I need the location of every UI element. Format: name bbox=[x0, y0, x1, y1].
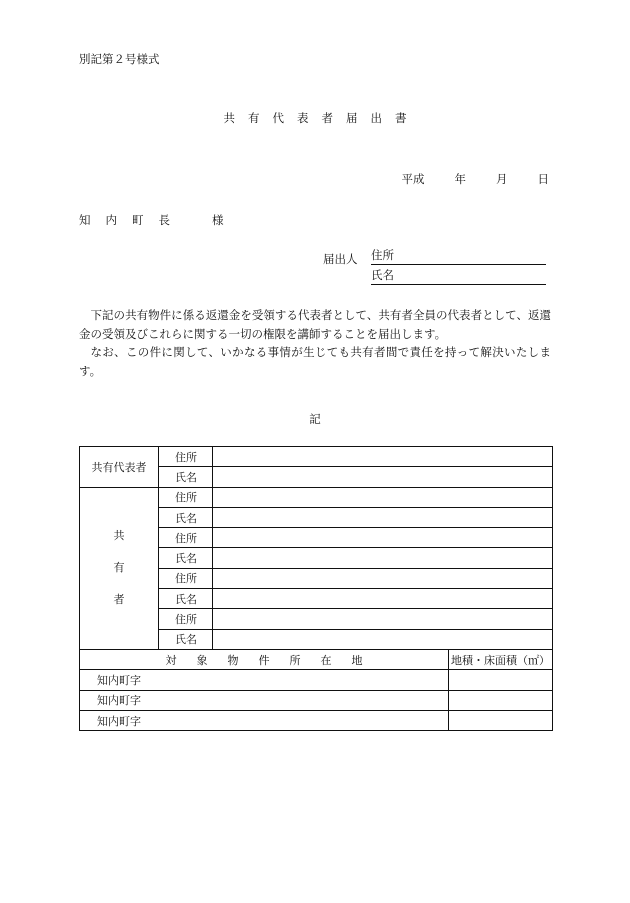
body-paragraph: 下記の共有物件に係る返還金を受領する代表者として、共有者全員の代表者として、返還金の受領及びこれらに関する一切の権限を講師することを届出します。 bbox=[79, 308, 551, 341]
date-month: 月 bbox=[496, 172, 508, 186]
table-row bbox=[80, 670, 553, 690]
addressee bbox=[79, 212, 224, 228]
table-row bbox=[80, 649, 553, 669]
document-title: 共有代表者届出書 bbox=[223, 111, 420, 125]
representative-name-input[interactable] bbox=[213, 467, 553, 487]
co-owner-address-input[interactable] bbox=[213, 487, 553, 507]
name-label: 氏名 bbox=[159, 629, 213, 649]
table-row bbox=[80, 710, 553, 730]
co-owner-char: 共 bbox=[113, 529, 125, 543]
co-owner-address-input[interactable] bbox=[213, 528, 553, 548]
notifier-label: 届出人 bbox=[323, 252, 358, 266]
co-owner-name-input[interactable] bbox=[213, 589, 553, 609]
notifier-address-field[interactable] bbox=[371, 249, 546, 265]
address-label: 住所 bbox=[159, 487, 213, 507]
name-label: 氏名 bbox=[159, 467, 213, 487]
co-owner-table bbox=[79, 446, 553, 731]
addressee-name: 知内町長 bbox=[79, 213, 185, 227]
co-owner-name-input[interactable] bbox=[213, 548, 553, 568]
addressee-honorific: 様 bbox=[212, 213, 224, 227]
representative-label: 共有代表者 bbox=[80, 447, 159, 488]
co-owner-char: 者 bbox=[113, 593, 125, 607]
ki-heading: 記 bbox=[309, 412, 321, 426]
co-owner-label bbox=[80, 487, 159, 649]
co-owner-name-input[interactable] bbox=[213, 629, 553, 649]
name-label: 氏名 bbox=[159, 548, 213, 568]
date-line bbox=[402, 171, 550, 187]
form-number: 別記第２号様式 bbox=[79, 52, 160, 66]
area-cell[interactable] bbox=[449, 670, 553, 690]
notifier-name-label: 氏名 bbox=[371, 268, 394, 282]
co-owner-char: 有 bbox=[113, 561, 125, 575]
co-owner-name-input[interactable] bbox=[213, 507, 553, 527]
name-label: 氏名 bbox=[159, 589, 213, 609]
notifier-name-field[interactable] bbox=[371, 269, 546, 285]
area-cell[interactable] bbox=[449, 710, 553, 730]
date-era: 平成 bbox=[401, 172, 425, 186]
name-label: 氏名 bbox=[159, 507, 213, 527]
area-header: 地積・床面積（㎡） bbox=[449, 649, 553, 669]
co-owner-address-input[interactable] bbox=[213, 568, 553, 588]
location-cell[interactable]: 知内町字 bbox=[80, 670, 449, 690]
address-label: 住所 bbox=[159, 568, 213, 588]
location-header: 対象物件所在地 bbox=[80, 649, 449, 669]
location-cell[interactable]: 知内町字 bbox=[80, 710, 449, 730]
table-row bbox=[80, 690, 553, 710]
body-text bbox=[79, 306, 551, 380]
address-label: 住所 bbox=[159, 528, 213, 548]
co-owner-address-input[interactable] bbox=[213, 609, 553, 629]
date-year: 年 bbox=[454, 172, 466, 186]
date-day: 日 bbox=[537, 172, 549, 186]
location-cell[interactable]: 知内町字 bbox=[80, 690, 449, 710]
address-label: 住所 bbox=[159, 609, 213, 629]
table-row bbox=[80, 447, 553, 467]
address-label: 住所 bbox=[159, 447, 213, 467]
table-row bbox=[80, 487, 553, 507]
area-cell[interactable] bbox=[449, 690, 553, 710]
representative-address-input[interactable] bbox=[213, 447, 553, 467]
notifier-address-label: 住所 bbox=[371, 248, 394, 262]
body-paragraph: なお、この件に関して、いかなる事情が生じても共有者間で責任を持って解決いたします。 bbox=[79, 345, 551, 378]
